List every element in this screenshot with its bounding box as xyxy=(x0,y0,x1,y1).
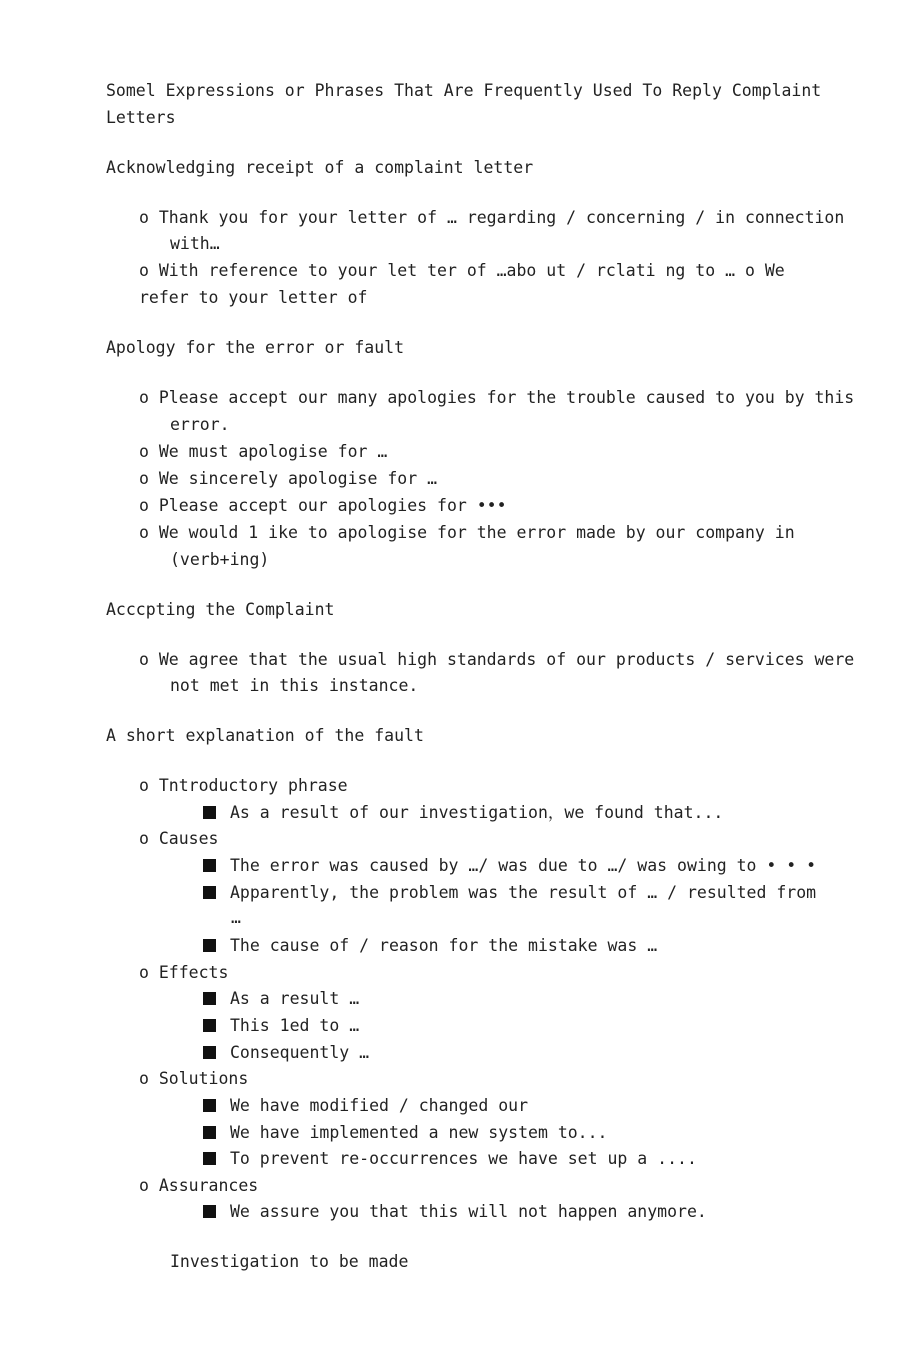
list-item-continuation: error. xyxy=(170,415,230,434)
section-heading-investigation: Investigation to be made xyxy=(170,1252,409,1271)
section-heading-accepting: Acccpting the Complaint xyxy=(106,600,335,619)
sub-list-item-text: Apparently, the problem was the result of … / resulted from xyxy=(230,883,817,902)
sub-list-item-text: Consequently … xyxy=(230,1043,370,1062)
list-item-continuation: not met in this instance. xyxy=(170,676,419,695)
list-item: o Please accept our apologies for ••• xyxy=(139,496,507,515)
list-item: o We agree that the usual high standards of our products / services were xyxy=(139,650,855,669)
list-item: o With reference to your let ter of …abo ut / rclati ng to … o We xyxy=(139,261,785,280)
square-bullet-icon xyxy=(203,1099,216,1112)
list-item: o Assurances xyxy=(139,1176,259,1195)
sub-list-item xyxy=(203,1096,528,1116)
list-item: o We would 1 ike to apologise for the error made by our company in xyxy=(139,523,795,542)
sub-list-item xyxy=(203,1016,359,1036)
list-item: o Please accept our many apologies for the trouble caused to you by this xyxy=(139,388,855,407)
list-item-continuation: refer to your letter of xyxy=(139,288,368,307)
sub-list-item-text: As a result of our investigation，we found that... xyxy=(230,803,724,822)
square-bullet-icon xyxy=(203,1205,216,1218)
sub-list-item xyxy=(203,883,816,903)
sub-list-item xyxy=(203,1202,707,1222)
sub-list-item-text: As a result … xyxy=(230,989,360,1008)
square-bullet-icon xyxy=(203,1019,216,1032)
sub-list-item-continuation: … xyxy=(231,908,241,927)
section-heading-explanation: A short explanation of the fault xyxy=(106,726,424,745)
sub-list-item-text: We assure you that this will not happen anymore. xyxy=(230,1202,707,1221)
document-title-line-1: Somel Expressions or Phrases That Are Frequently Used To Reply Complaint xyxy=(106,81,822,100)
section-heading-apology: Apology for the error or fault xyxy=(106,338,405,357)
list-item: o We must apologise for … xyxy=(139,442,388,461)
square-bullet-icon xyxy=(203,992,216,1005)
sub-list-item-text: We have implemented a new system to... xyxy=(230,1123,608,1142)
list-item-continuation: with… xyxy=(170,234,220,253)
sub-list-item xyxy=(203,1123,608,1143)
square-bullet-icon xyxy=(203,1126,216,1139)
sub-list-item-text: The error was caused by …/ was due to …/ was owing to • • • xyxy=(230,856,817,875)
square-bullet-icon xyxy=(203,806,216,819)
square-bullet-icon xyxy=(203,1152,216,1165)
list-item-continuation: (verb+ing) xyxy=(170,550,270,569)
sub-list-item-text: We have modified / changed our xyxy=(230,1096,529,1115)
sub-list-item-text: To prevent re-occurrences we have set up a .... xyxy=(230,1149,697,1168)
list-item: o Tntroductory phrase xyxy=(139,776,348,795)
sub-list-item xyxy=(203,856,816,876)
square-bullet-icon xyxy=(203,886,216,899)
list-item: o We sincerely apologise for … xyxy=(139,469,438,488)
sub-list-item xyxy=(203,1043,369,1063)
list-item: o Solutions xyxy=(139,1069,249,1088)
sub-list-item xyxy=(203,1149,697,1169)
sub-list-item-text: This 1ed to … xyxy=(230,1016,360,1035)
square-bullet-icon xyxy=(203,939,216,952)
square-bullet-icon xyxy=(203,1046,216,1059)
document-title-line-2: Letters xyxy=(106,108,176,127)
sub-list-item-text: The cause of / reason for the mistake was … xyxy=(230,936,658,955)
sub-list-item xyxy=(203,936,657,956)
list-item: o Effects xyxy=(139,963,229,982)
square-bullet-icon xyxy=(203,859,216,872)
sub-list-item xyxy=(203,989,359,1009)
section-heading-acknowledging: Acknowledging receipt of a complaint letter xyxy=(106,158,534,177)
sub-list-item xyxy=(203,803,723,823)
list-item: o Thank you for your letter of … regarding / concerning / in connection xyxy=(139,208,845,227)
list-item: o Causes xyxy=(139,829,219,848)
